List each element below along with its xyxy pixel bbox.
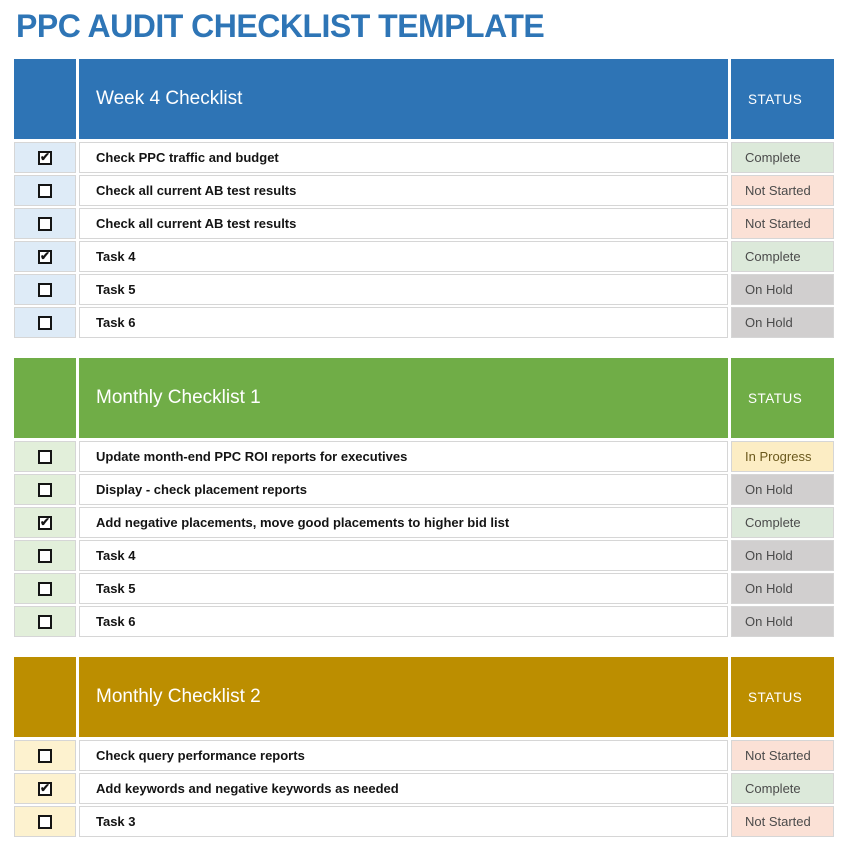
checkbox-cell: [14, 606, 76, 637]
task-checkbox[interactable]: [38, 782, 52, 796]
table-row: [14, 507, 834, 538]
checklist-section: [14, 657, 834, 837]
task-checkbox[interactable]: [38, 516, 52, 530]
task-checkbox[interactable]: [38, 549, 52, 563]
checkbox-cell: [14, 307, 76, 338]
checkbox-cell: [14, 441, 76, 472]
checkbox-cell: [14, 740, 76, 771]
task-checkbox[interactable]: [38, 184, 52, 198]
checklist-sections-container: [0, 59, 861, 837]
status-cell[interactable]: Not Started: [731, 806, 834, 837]
task-cell[interactable]: Check PPC traffic and budget: [79, 142, 728, 173]
task-cell[interactable]: Add negative placements, move good placements to higher bid list: [79, 507, 728, 538]
section-rows: [14, 740, 834, 837]
task-cell[interactable]: Task 6: [79, 606, 728, 637]
task-checkbox[interactable]: [38, 582, 52, 596]
status-cell[interactable]: On Hold: [731, 606, 834, 637]
check-mark-icon: ✔: [39, 249, 51, 264]
status-cell[interactable]: Not Started: [731, 175, 834, 206]
status-cell[interactable]: Complete: [731, 142, 834, 173]
table-row: [14, 241, 834, 272]
table-row: [14, 740, 834, 771]
status-cell[interactable]: On Hold: [731, 307, 834, 338]
checkbox-cell: [14, 474, 76, 505]
table-row: [14, 773, 834, 804]
task-checkbox[interactable]: [38, 749, 52, 763]
section-header: [14, 657, 834, 737]
table-row: [14, 606, 834, 637]
table-row: [14, 474, 834, 505]
task-checkbox[interactable]: [38, 815, 52, 829]
checkbox-cell: [14, 142, 76, 173]
section-header-checkbox-spacer: [14, 59, 76, 139]
task-cell[interactable]: Check query performance reports: [79, 740, 728, 771]
checkbox-cell: [14, 507, 76, 538]
section-header-checkbox-spacer: [14, 657, 76, 737]
section-header-checkbox-spacer: [14, 358, 76, 438]
checkbox-cell: [14, 241, 76, 272]
status-cell[interactable]: On Hold: [731, 573, 834, 604]
task-cell[interactable]: Task 3: [79, 806, 728, 837]
table-row: [14, 540, 834, 571]
task-checkbox[interactable]: [38, 217, 52, 231]
table-row: [14, 441, 834, 472]
section-header: [14, 358, 834, 438]
task-checkbox[interactable]: [38, 250, 52, 264]
checkbox-cell: [14, 806, 76, 837]
status-cell[interactable]: In Progress: [731, 441, 834, 472]
section-rows: [14, 441, 834, 637]
status-column-header: STATUS: [731, 657, 834, 737]
task-checkbox[interactable]: [38, 283, 52, 297]
task-cell[interactable]: Task 5: [79, 274, 728, 305]
table-row: [14, 175, 834, 206]
checklist-section: [14, 59, 834, 338]
task-checkbox[interactable]: [38, 615, 52, 629]
task-cell[interactable]: Check all current AB test results: [79, 175, 728, 206]
checkbox-cell: [14, 274, 76, 305]
checkbox-cell: [14, 540, 76, 571]
task-cell[interactable]: Display - check placement reports: [79, 474, 728, 505]
task-cell[interactable]: Task 6: [79, 307, 728, 338]
task-checkbox[interactable]: [38, 151, 52, 165]
task-checkbox[interactable]: [38, 483, 52, 497]
task-cell[interactable]: Task 5: [79, 573, 728, 604]
section-title: Week 4 Checklist: [79, 59, 728, 139]
table-row: [14, 208, 834, 239]
page-title: PPC AUDIT CHECKLIST TEMPLATE: [16, 8, 545, 44]
task-cell[interactable]: Add keywords and negative keywords as needed: [79, 773, 728, 804]
table-row: [14, 274, 834, 305]
status-cell[interactable]: On Hold: [731, 274, 834, 305]
status-cell[interactable]: Not Started: [731, 208, 834, 239]
status-cell[interactable]: Not Started: [731, 740, 834, 771]
checkbox-cell: [14, 208, 76, 239]
task-cell[interactable]: Update month-end PPC ROI reports for executives: [79, 441, 728, 472]
task-checkbox[interactable]: [38, 450, 52, 464]
section-title: Monthly Checklist 1: [79, 358, 728, 438]
status-column-header: STATUS: [731, 358, 834, 438]
section-title: Monthly Checklist 2: [79, 657, 728, 737]
check-mark-icon: ✔: [39, 781, 51, 796]
task-cell[interactable]: Task 4: [79, 540, 728, 571]
status-cell[interactable]: On Hold: [731, 474, 834, 505]
task-checkbox[interactable]: [38, 316, 52, 330]
check-mark-icon: ✔: [39, 150, 51, 165]
status-column-header: STATUS: [731, 59, 834, 139]
task-cell[interactable]: Check all current AB test results: [79, 208, 728, 239]
task-cell[interactable]: Task 4: [79, 241, 728, 272]
checkbox-cell: [14, 773, 76, 804]
table-row: [14, 307, 834, 338]
section-header: [14, 59, 834, 139]
checkbox-cell: [14, 573, 76, 604]
checkbox-cell: [14, 175, 76, 206]
check-mark-icon: ✔: [39, 515, 51, 530]
table-row: [14, 573, 834, 604]
table-row: [14, 806, 834, 837]
table-row: [14, 142, 834, 173]
status-cell[interactable]: Complete: [731, 773, 834, 804]
status-cell[interactable]: On Hold: [731, 540, 834, 571]
section-rows: [14, 142, 834, 338]
checklist-section: [14, 358, 834, 637]
status-cell[interactable]: Complete: [731, 507, 834, 538]
status-cell[interactable]: Complete: [731, 241, 834, 272]
